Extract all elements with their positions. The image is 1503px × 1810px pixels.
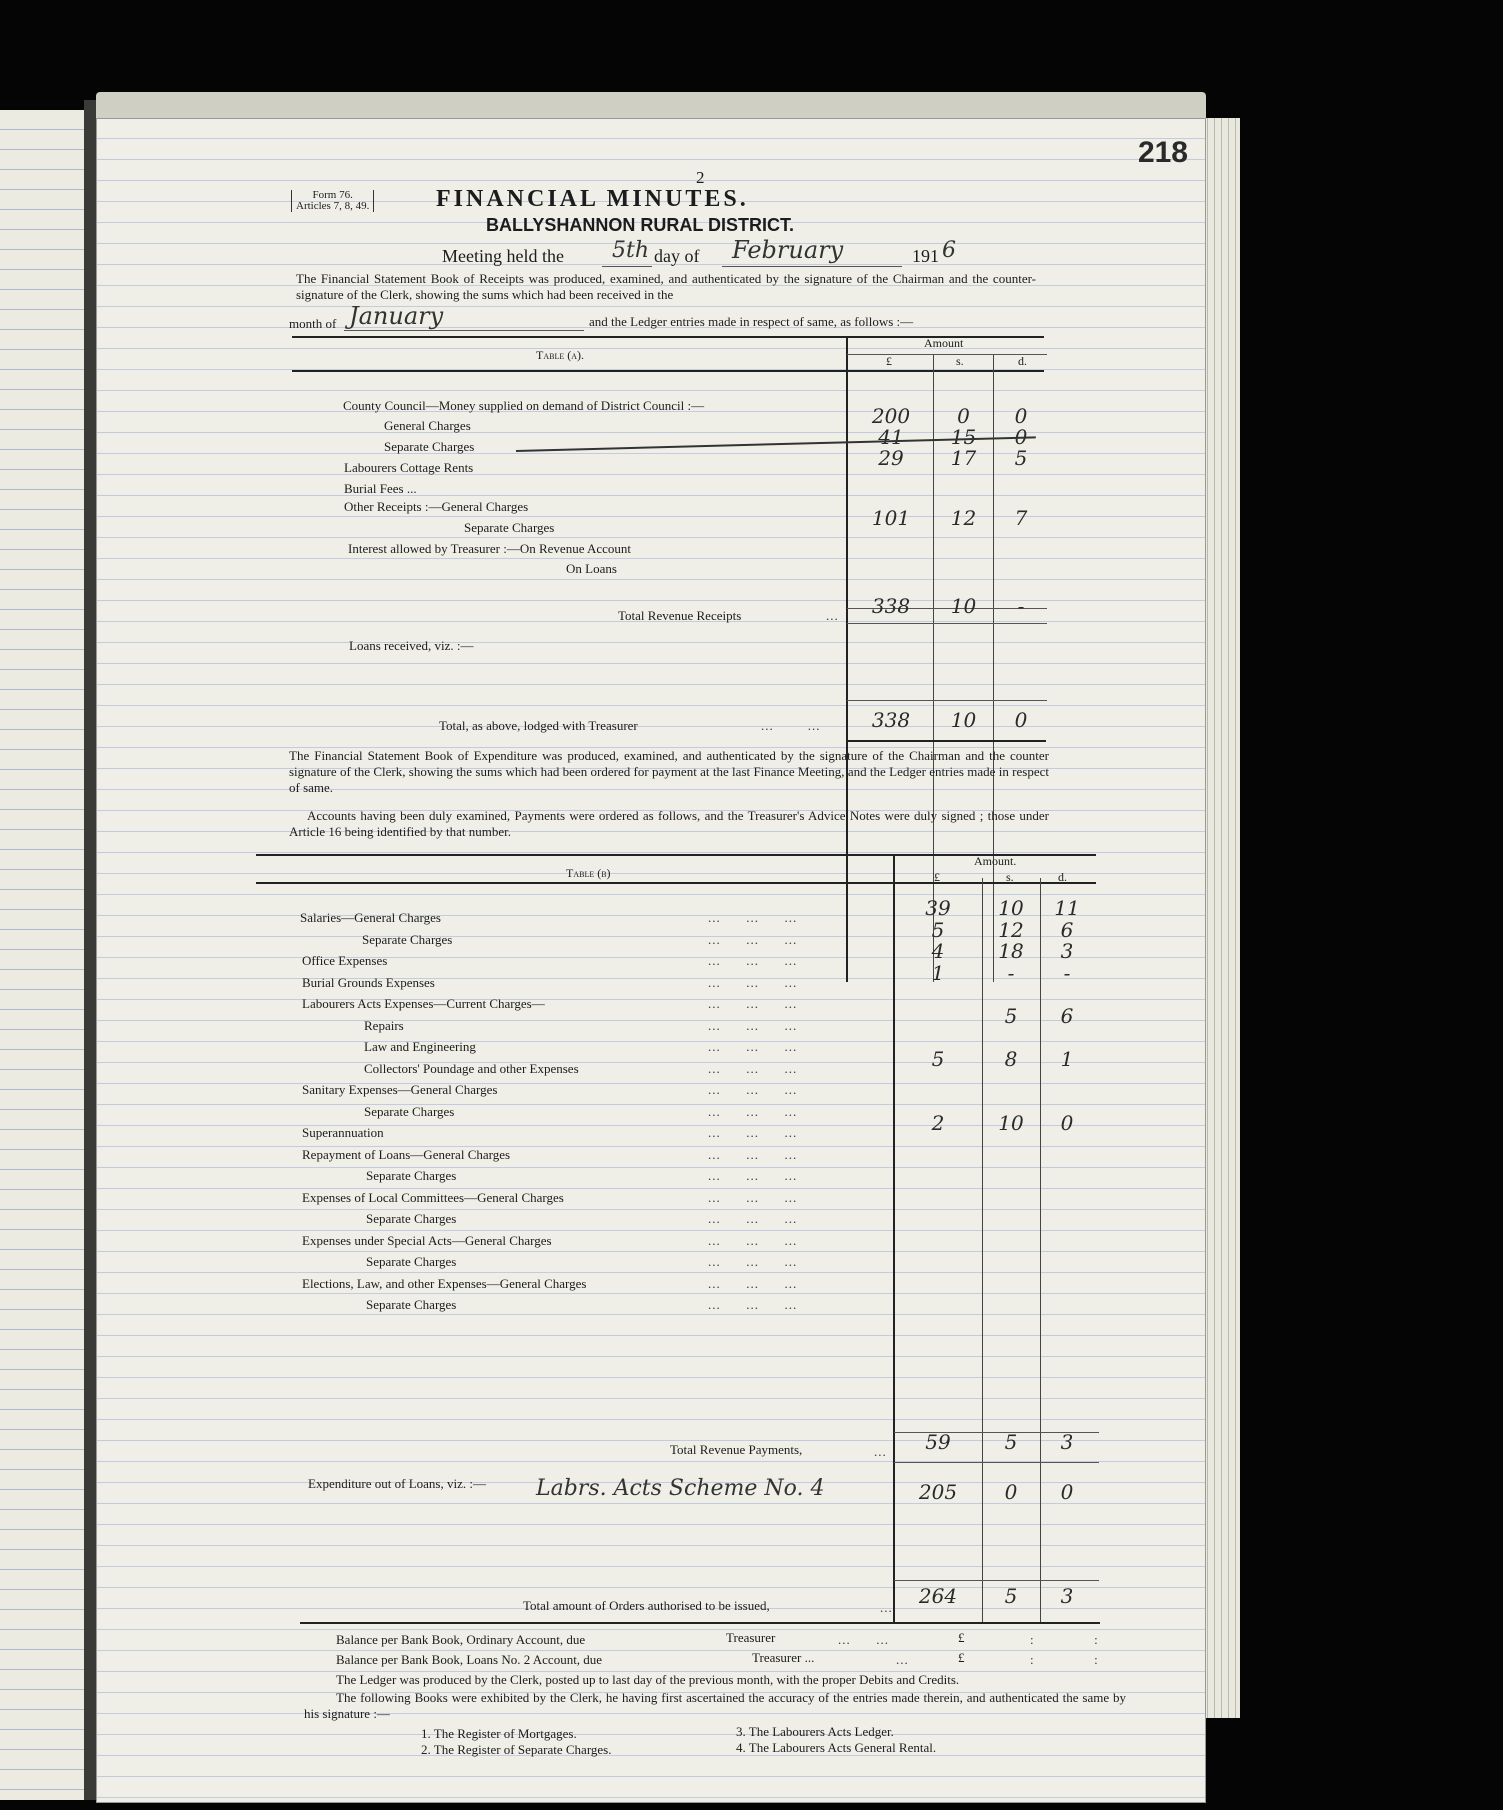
loans-expenditure-label: Expenditure out of Loans, viz. :— — [308, 1476, 486, 1491]
total-orders-pence: 3 — [1060, 1584, 1074, 1608]
balance-loans-symbol: £ — [958, 1650, 965, 1665]
balance-loans-label: Balance per Bank Book, Loans No. 2 Account, due — [336, 1652, 603, 1667]
table-row-pounds: 39 — [925, 896, 951, 920]
table-row-label: General Charges — [384, 418, 471, 433]
table-row-pounds: 4 — [931, 939, 945, 963]
table-row-label: Separate Charges — [384, 439, 475, 454]
row-leader-dots: ... ... ... — [708, 1103, 798, 1119]
row-leader-dots: ... ... ... — [708, 1297, 798, 1312]
total-revenue-receipts-pounds: 338 — [871, 594, 911, 618]
table-row-label: Separate Charges — [366, 1168, 457, 1183]
month-line — [289, 302, 1049, 336]
total-lodged-label: Total, as above, lodged with Treasurer — [439, 718, 638, 733]
table-row-label: Separate Charges — [366, 1211, 457, 1226]
table-b-shillings-heading: s. — [1006, 870, 1014, 884]
table-row-pence: 11 — [1054, 896, 1080, 920]
meeting-day: 5th — [612, 238, 650, 263]
table-row-label: Sanitary Expenses—General Charges — [302, 1082, 498, 1097]
meeting-line — [442, 236, 1042, 270]
table-row-pounds: 2 — [931, 1111, 945, 1135]
row-leader-dots: ... ... ... — [708, 1232, 798, 1248]
row-leader-dots: ... ... ... — [708, 1254, 798, 1269]
folio-number: 218 — [1137, 136, 1188, 169]
row-leader-dots: ... ... ... — [708, 953, 798, 968]
row-leader-dots: ... ... ... — [708, 1146, 798, 1162]
receipts-paragraph: The Financial Statement Book of Receipts was produced, examined, and authenticated by the signature of the Chairman and the counter-signature of the Clerk, showing the sums which had been received in the — [296, 271, 1036, 302]
book-3: 3. The Labourers Acts Ledger. — [736, 1724, 894, 1739]
table-row-pence: 3 — [1060, 939, 1074, 963]
table-b-amount-heading: Amount. — [974, 854, 1017, 868]
table-row-label: Expenses under Special Acts—General Charges — [302, 1232, 552, 1248]
total-revenue-receipts-pence: - — [1017, 594, 1025, 618]
meeting-prefix: Meeting held the — [442, 246, 564, 266]
table-row-label: Superannuation — [302, 1125, 384, 1140]
table-row-pounds: 5 — [931, 917, 945, 942]
page-stack-top — [96, 92, 1206, 120]
table-row-label: Collectors' Poundage and other Expenses — [364, 1060, 579, 1076]
total-revenue-payments-pounds: 59 — [925, 1430, 951, 1454]
ledger-sentence: The Ledger was produced by the Clerk, posted up to last day of the previous month, with the proper Debits and Credits. — [336, 1672, 960, 1687]
row-leader-dots: ... ... ... — [708, 1017, 798, 1033]
table-row-label: Separate Charges — [464, 520, 555, 535]
table-row-pounds: 29 — [878, 446, 904, 470]
table-a-amount-heading: Amount — [924, 336, 964, 350]
table-row-label: Elections, Law, and other Expenses—General Charges — [302, 1275, 587, 1291]
table-row-label: Interest allowed by Treasurer :—On Revenue Account — [348, 541, 632, 556]
total-lodged-shillings: 10 — [950, 708, 977, 732]
table-row-shillings: 8 — [1004, 1046, 1018, 1071]
table-row-shillings: 10 — [998, 1111, 1024, 1135]
table-row-shillings: 10 — [998, 896, 1024, 920]
row-leader-dots: ... ... ... — [708, 1211, 798, 1226]
table-a-shillings-heading: s. — [956, 354, 964, 368]
row-leader-dots: ... ... ... — [708, 1125, 798, 1140]
meeting-day-of: day of — [654, 246, 700, 266]
table-b-pounds-heading: £ — [934, 870, 940, 884]
row-leader-dots: ... ... ... — [708, 1039, 798, 1054]
table-row-shillings: 5 — [1004, 1003, 1018, 1028]
total-orders-shillings: 5 — [1004, 1584, 1018, 1608]
form-reference-line2: Articles 7, 8, 49. — [296, 200, 370, 212]
table-row-label: Other Receipts :—General Charges — [344, 499, 529, 514]
table-row-label: Separate Charges — [366, 1297, 457, 1312]
table-row-label: Separate Charges — [366, 1254, 457, 1269]
table-row-label: Repayment of Loans—General Charges — [302, 1146, 511, 1162]
balance-ordinary-label: Balance per Bank Book, Ordinary Account, due — [336, 1632, 586, 1647]
total-orders-pounds: 264 — [918, 1584, 958, 1608]
row-leader-dots: ... ... ... — [708, 974, 798, 990]
table-row-shillings: 0 — [957, 404, 970, 428]
total-revenue-payments-label: Total Revenue Payments, — [670, 1442, 803, 1457]
table-row-pence: 5 — [1014, 446, 1028, 470]
table-row-label: Repairs — [364, 1017, 404, 1033]
form-reference-line1: Form 76. — [312, 189, 353, 201]
row-leader-dots: ... ... ... — [708, 1060, 798, 1076]
table-row-shillings: 15 — [950, 425, 977, 449]
minute-page: 218 2 Form 76. Articles 7, 8, 49. FINANCIAL MINUTES. BALLYSHANNON RURAL DISTRICT. Meeting held the 5th day of February 191 6 The Financial Statement Book of Receipts was produced, examined, and authenticated by the signature of the Chairman and the counter-signature of the Clerk, showing the sums which had been received in the month of January and the Ledger entries made in respect of same, as follows :— Table (a). Amount £ s. d. County Council—Money supplied on demand of District Council :— Total Revenue Receipts ... 338 10 - Loans received, viz. :— Total, as above, lodged with Treasurer ... ... 338 10 0 The Financial Statement Book of Expenditure was produced, examined, and authenticated by the signature of the Chairman and the counter signature of the Clerk, showing the sums which had been ordered for payment at the last Finance Meeting, and the Ledger entries made in respect of same. Accounts having been duly examined, Payments were ordered as follows, and the Treasurer's Advice Notes were duly signed ; those under Article 16 being identified by that number. Table (b) Amount. £ s. d. Total Revenue Payments, ... 59 5 3 Expenditure out of Loans, viz. :— Labrs. Acts Scheme No. 4 205 0 0 Total amount of Orders authorised to be issued, ... 264 5 3 Balance per Bank Book, Ordinary Account, due Treasurer ... ... £ : : Balance per Bank Book, Loans No. 2 Account, due Treasurer ... ... £ : : The Ledger was produced by the Clerk, posted up to last day of the previous month, with the proper Debits and Credits. The following Books were exhibited by the Clerk, he having first ascertained the accuracy of the entries made therein, and authenticated the same by his signature :— 1. The Register of Mortgages. 2. The Register of Separate Charges. 3. The Labourers Acts Ledger. 4. The Labourers Acts General Rental. General Charges 200 0 0 Separate Charges 41 15 Labourers Cottage Rents 29 17 5 Burial Fees ... Other Receipts :—General Charges Separate Charges 101 12 7 Interest allowed by Treasurer :—On Revenue Account On Loans Salaries—General Charges ... ... ... 39 10 11 Separate Charges ... ... ... 5 12 6 Office Expenses ... ... ... 4 18 3 Burial Grounds Expenses ... ... ... 1 - - Labourers Acts Expenses—Current Charges— ... ... ... Repairs ... ... ... 5 6 Law and Engineering ... ... ... Collectors' Poundage and other Expenses ... ... ... 5 8 1 Sanitary Expenses—General Charges ... ... ... Separate Charges ... ... ... Superannuation ... ... ... 2 10 0 Repayment of Loans—General Charges ... ... ... Separate Charges ... ... ... Expenses of Local Committees—General Charges ... ... ... Separate Charges ... ... ... Expenses under Special Acts—General Charges ... ... ... Separate Charges ... ... ... Elections, Law, and other Expenses—General Charges ... ... ... Separate Charges ... ... ... — [96, 118, 1206, 1803]
total-revenue-payments-shillings: 5 — [1004, 1430, 1018, 1454]
facing-left-page — [0, 110, 91, 1800]
page-number: 2 — [696, 168, 705, 187]
book-4: 4. The Labourers Acts General Rental. — [736, 1740, 937, 1755]
total-lodged-pounds: 338 — [871, 708, 911, 732]
table-row-pence: 6 — [1060, 917, 1074, 942]
table-row-shillings: 12 — [998, 917, 1024, 942]
total-revenue-payments-pence: 3 — [1060, 1430, 1074, 1454]
row-leader-dots: ... ... ... — [708, 1275, 798, 1291]
table-row-pounds: 200 — [871, 404, 911, 428]
month-prefix: month of — [289, 316, 337, 331]
total-orders-label: Total amount of Orders authorised to be issued, — [523, 1598, 770, 1613]
table-row-label: Separate Charges — [364, 1103, 455, 1119]
table-row-label: Labourers Cottage Rents — [344, 460, 474, 475]
table-row-pounds: 5 — [931, 1046, 945, 1071]
total-revenue-receipts-label: Total Revenue Receipts — [618, 608, 742, 623]
table-row-label: Office Expenses — [302, 953, 388, 968]
books-sentence: The following Books were exhibited by the Clerk, he having first ascertained the accuracy of the entries made therein, and authenticated the same by his signature :— — [304, 1690, 1126, 1721]
month-value: January — [349, 302, 444, 330]
book-1: 1. The Register of Mortgages. — [421, 1726, 577, 1741]
table-row-pence: - — [1063, 960, 1071, 985]
meeting-year-suffix: 6 — [942, 238, 956, 263]
table-row-pounds: 101 — [871, 506, 911, 530]
table-b-heading: Table (b) — [566, 866, 611, 880]
table-a-pence-heading: d. — [1018, 354, 1027, 368]
row-leader-dots: ... ... ... — [708, 931, 798, 947]
table-row-label: Burial Grounds Expenses — [302, 974, 435, 990]
table-row-pounds: 1 — [931, 960, 945, 985]
table-row-shillings: 18 — [998, 939, 1024, 963]
table-row-pence: 6 — [1060, 1003, 1074, 1028]
month-suffix: and the Ledger entries made in respect of same, as follows :— — [589, 314, 914, 329]
loans-expenditure-shillings: 0 — [1004, 1480, 1018, 1504]
balance-loans-party: Treasurer ... — [752, 1650, 815, 1665]
table-row-pounds: 41 — [878, 425, 904, 449]
balance-ordinary-symbol: £ — [958, 1630, 965, 1645]
loans-received-label: Loans received, viz. :— — [349, 638, 474, 653]
total-revenue-receipts-shillings: 10 — [950, 594, 977, 618]
expenditure-paragraph: The Financial Statement Book of Expenditure was produced, examined, and authenticated by the signature of the Chairman and the counter signature of the Clerk, showing the sums which had been ordered for payment at the last Finance Meeting, and the Ledger entries made in respect of same. — [289, 748, 1049, 795]
table-a-heading: Table (a). — [536, 348, 584, 362]
row-leader-dots: ... ... ... — [708, 1168, 798, 1183]
loans-expenditure-pence: 0 — [1060, 1480, 1074, 1504]
district-subtitle: BALLYSHANNON RURAL DISTRICT. — [486, 215, 795, 235]
row-leader-dots: ... ... ... — [708, 910, 798, 925]
table-row-pence: 0 — [1060, 1111, 1074, 1135]
table-row-label: On Loans — [566, 561, 617, 576]
row-leader-dots: ... ... ... — [708, 996, 798, 1011]
table-row-label: Burial Fees ... — [344, 481, 417, 496]
accounts-paragraph: Accounts having been duly examined, Payments were ordered as follows, and the Treasurer's Advice Notes were duly signed ; those under Article 16 being identified by that number. — [289, 808, 1049, 839]
table-row-pence: 1 — [1060, 1046, 1074, 1071]
table-row-label: Separate Charges — [362, 931, 453, 947]
row-leader-dots: ... ... ... — [708, 1082, 798, 1097]
loans-expenditure-pounds: 205 — [918, 1480, 958, 1504]
county-council-heading: County Council—Money supplied on demand of District Council :— — [343, 398, 705, 413]
total-lodged-pence: 0 — [1014, 708, 1028, 732]
row-leader-dots: ... ... ... — [708, 1189, 798, 1205]
table-row-shillings: - — [1007, 960, 1015, 985]
form-reference — [291, 190, 374, 212]
table-row-shillings: 12 — [950, 506, 977, 530]
table-row-shillings: 17 — [950, 446, 977, 470]
loans-expenditure-entry: Labrs. Acts Scheme No. 4 — [536, 1476, 825, 1501]
meeting-month: February — [732, 236, 844, 264]
table-row-label: Law and Engineering — [364, 1039, 476, 1054]
table-row-label: Labourers Acts Expenses—Current Charges— — [302, 996, 545, 1011]
table-row-label: Salaries—General Charges — [300, 910, 441, 925]
table-a-pounds-heading: £ — [886, 354, 892, 368]
table-b-pence-heading: d. — [1058, 870, 1067, 884]
table-row-label: Expenses of Local Committees—General Charges — [302, 1189, 564, 1205]
table-row-pence: 0 — [1014, 404, 1028, 428]
document-title: FINANCIAL MINUTES. — [436, 186, 749, 212]
table-row-pence: 7 — [1014, 506, 1028, 530]
book-2: 2. The Register of Separate Charges. — [421, 1742, 612, 1757]
balance-ordinary-party: Treasurer — [726, 1630, 776, 1645]
meeting-year-prefix: 191 — [912, 246, 939, 266]
